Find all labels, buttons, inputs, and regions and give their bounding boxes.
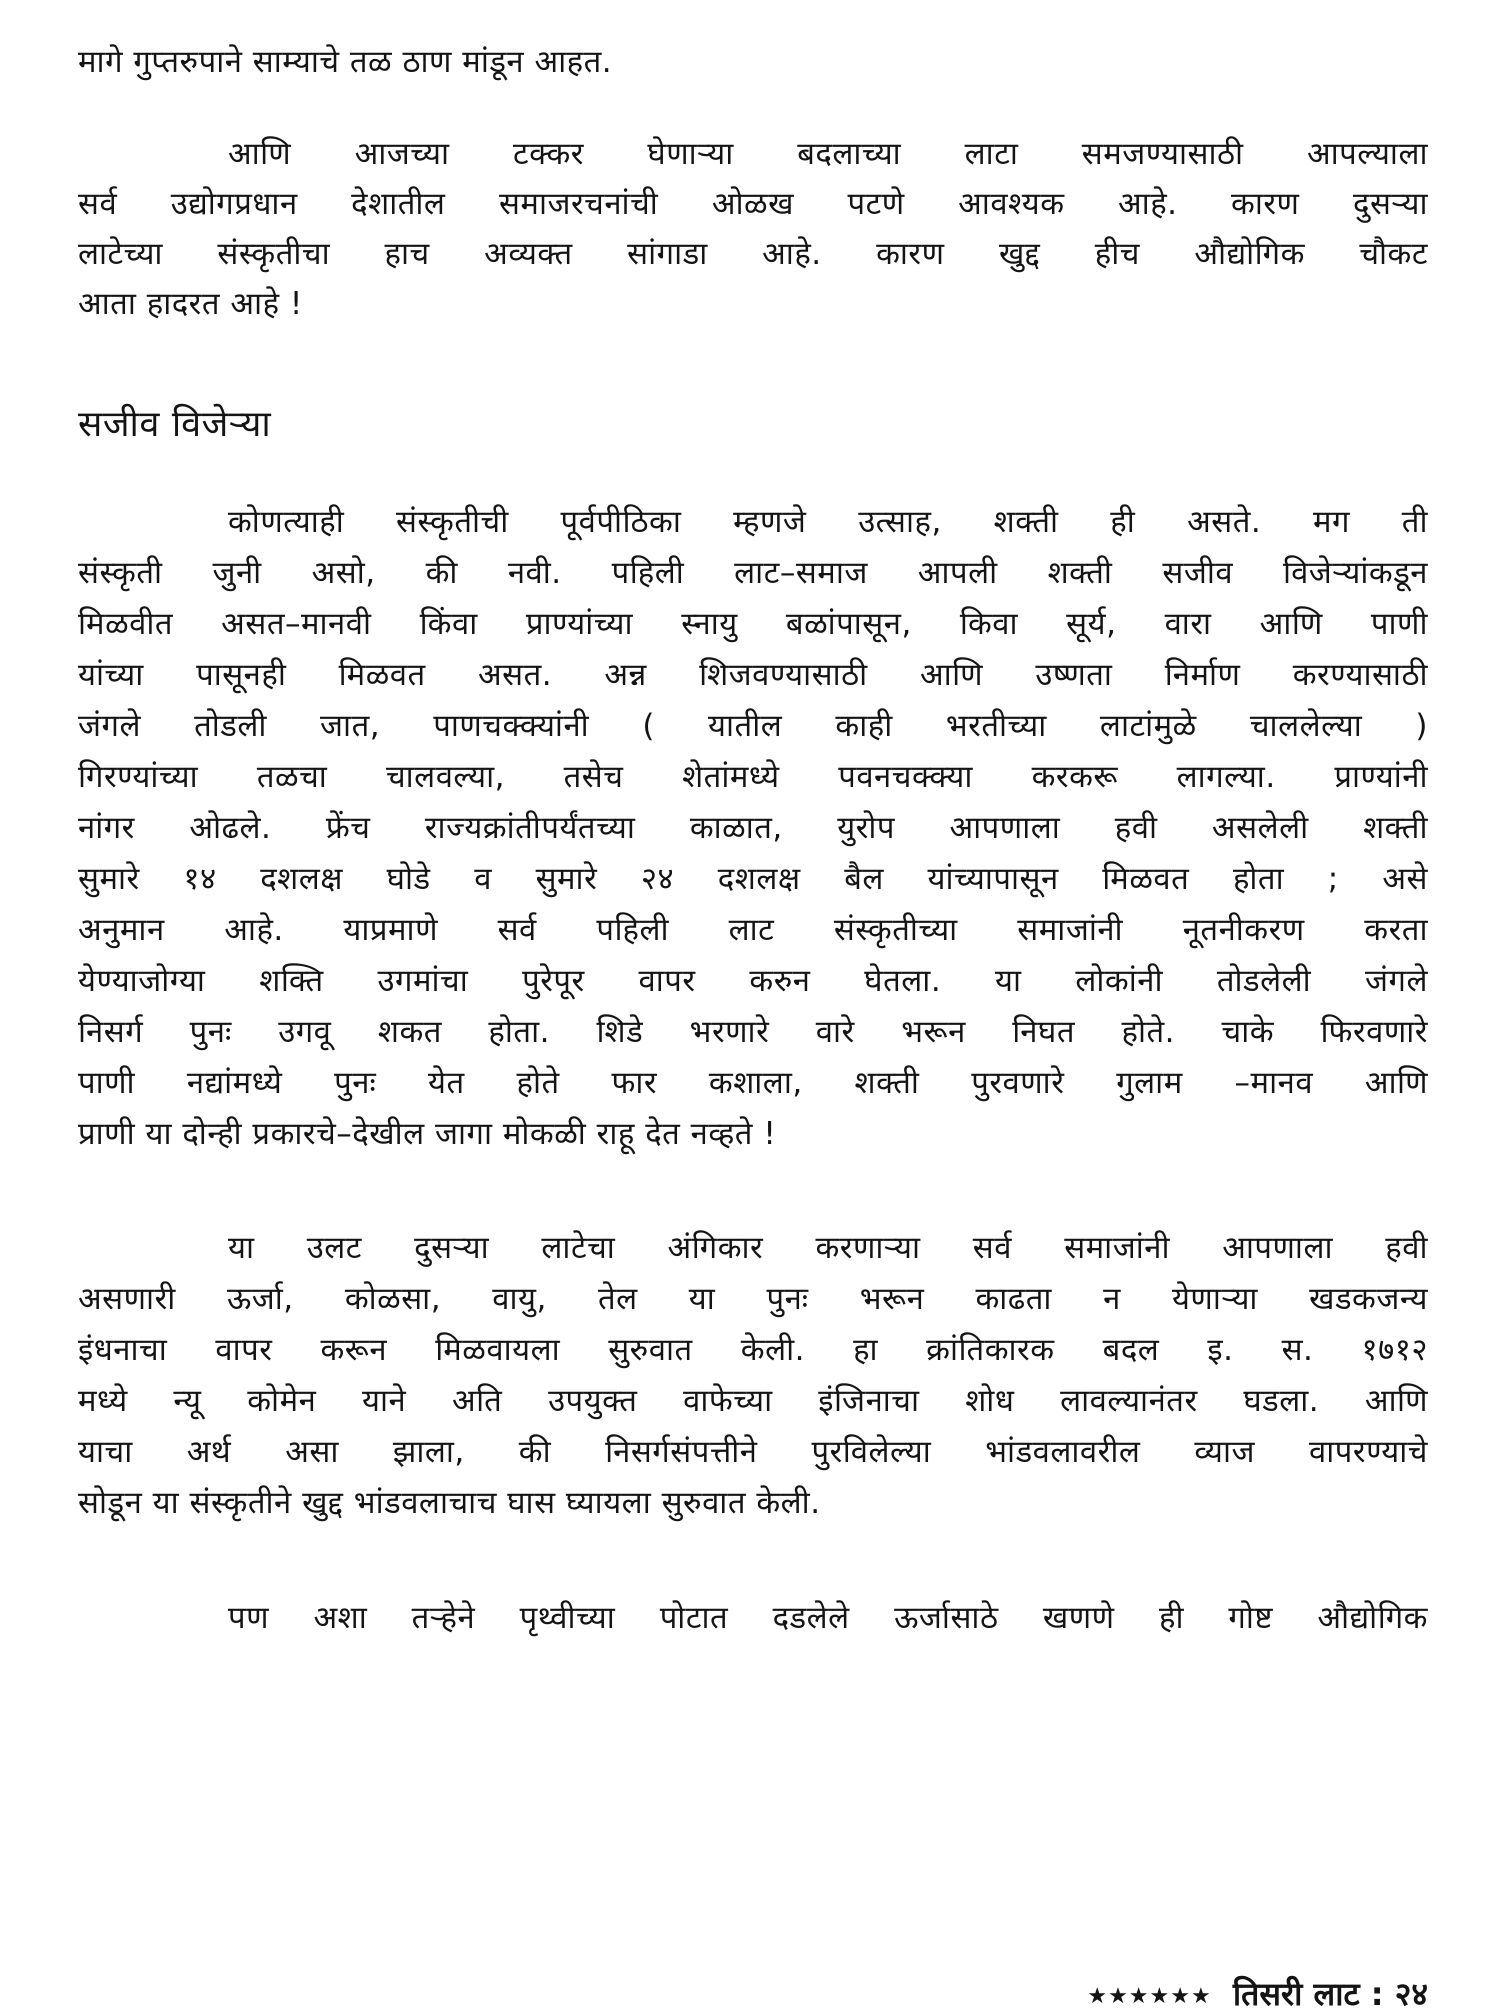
text-line: मध्ये न्यू कोमेन याने अति उपयुक्त वाफेच्या इंजिनाचा शोध लावल्यानंतर घडला. आणि	[78, 1383, 1428, 1419]
text-line: येण्याजोग्या शक्ति उगमांचा पुरेपूर वापर करुन घेतला. या लोकांनी तोडलेली जंगले	[78, 963, 1428, 999]
text-line: सर्व उद्योगप्रधान देशातील समाजरचनांची ओळख पटणे आवश्यक आहे. कारण दुसऱ्या	[78, 186, 1428, 222]
text-line: लाटेच्या संस्कृतीचा हाच अव्यक्त सांगाडा आहे. कारण खुद्द हीच औद्योगिक चौकट	[78, 236, 1428, 272]
text-line: गिरण्यांच्या तळचा चालवल्या, तसेच शेतांमध्ये पवनचक्क्या करकरू लागल्या. प्राण्यांनी	[78, 759, 1428, 795]
text-line: याचा अर्थ असा झाला, की निसर्गसंपत्तीने पुरविलेल्या भांडवलावरील व्याज वापरण्याचे	[78, 1434, 1428, 1470]
footer-stars: ★★★★★★	[1087, 1983, 1212, 2009]
text-line: सोडून या संस्कृतीने खुद्द भांडवलाचाच घास घ्यायला सुरुवात केली.	[78, 1485, 821, 1521]
text-line: सुमारे १४ दशलक्ष घोडे व सुमारे २४ दशलक्ष बैल यांच्यापासून मिळवत होता ; असे	[78, 861, 1428, 897]
text-line: अनुमान आहे. याप्रमाणे सर्व पहिली लाट संस्कृतीच्या समाजांनी नूतनीकरण करता	[78, 912, 1428, 948]
text-line: यांच्या पासूनही मिळवत असत. अन्न शिजवण्यासाठी आणि उष्णता निर्माण करण्यासाठी	[78, 657, 1428, 693]
text-line: इंधनाचा वापर करून मिळवायला सुरुवात केली. हा क्रांतिकारक बदल इ. स. १७१२	[78, 1332, 1428, 1368]
footer-page-label: तिसरी लाट : २४	[1232, 1975, 1428, 2013]
text-line: या उलट दुसऱ्या लाटेचा अंगिकार करणाऱ्या सर्व समाजांनी आपणाला हवी	[228, 1230, 1428, 1266]
section-heading: सजीव विजेऱ्या	[78, 404, 272, 445]
text-line: संस्कृती जुनी असो, की नवी. पहिली लाट–समाज आपली शक्ती सजीव विजेऱ्यांकडून	[78, 555, 1428, 591]
text-line: निसर्ग पुनः उगवू शकत होता. शिडे भरणारे वारे भरून निघत होते. चाके फिरवणारे	[78, 1014, 1428, 1050]
text-line: मागे गुप्तरुपाने साम्याचे तळ ठाण मांडून आहत.	[78, 44, 613, 80]
text-line: मिळवीत असत–मानवी किंवा प्राण्यांच्या स्नायु बळांपासून, किवा सूर्य, वारा आणि पाणी	[78, 606, 1428, 642]
text-line: जंगले तोडली जात, पाणचक्क्यांनी ( यातील काही भरतीच्या लाटांमुळे चाललेल्या )	[78, 708, 1428, 744]
text-line: आणि आजच्या टक्कर घेणाऱ्या बदलाच्या लाटा समजण्यासाठी आपल्याला	[228, 136, 1428, 172]
text-line: आता हादरत आहे !	[78, 286, 303, 322]
text-line: पाणी नद्यांमध्ये पुनः येत होते फार कशाला, शक्ती पुरवणारे गुलाम –मानव आणि	[78, 1065, 1428, 1101]
text-line: कोणत्याही संस्कृतीची पूर्वपीठिका म्हणजे उत्साह, शक्ती ही असते. मग ती	[228, 504, 1428, 540]
text-line: नांगर ओढले. फ्रेंच राज्यक्रांतीपर्यंतच्या काळात, युरोप आपणाला हवी असलेली शक्ती	[78, 810, 1428, 846]
document-page	[78, 40, 1428, 2013]
text-line: असणारी ऊर्जा, कोळसा, वायु, तेल या पुनः भरून काढता न येणाऱ्या खडकजन्य	[78, 1281, 1428, 1317]
page-footer	[1087, 1972, 1428, 2015]
text-line: पण अशा तऱ्हेने पृथ्वीच्या पोटात दडलेले ऊर्जासाठे खणणे ही गोष्ट औद्योगिक	[228, 1600, 1428, 1636]
text-line: प्राणी या दोन्ही प्रकारचे–देखील जागा मोकळी राहू देत नव्हते !	[78, 1116, 777, 1152]
